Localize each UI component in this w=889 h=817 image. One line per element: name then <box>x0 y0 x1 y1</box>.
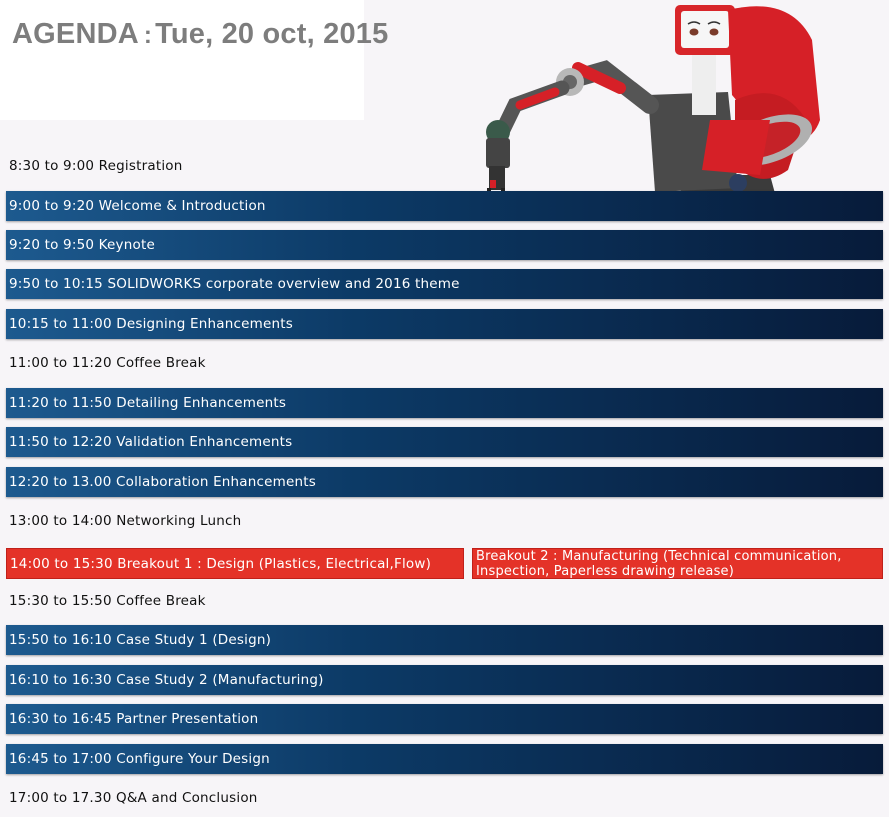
agenda-time: 11:00 to 11:20 <box>9 355 112 371</box>
agenda-title: Partner Presentation <box>116 711 259 727</box>
agenda-time: 9:20 to 9:50 <box>9 237 95 253</box>
agenda-item-partner <box>6 704 883 734</box>
agenda-item-welcome <box>6 191 883 221</box>
agenda-time: 17:00 to 17.30 <box>9 790 112 806</box>
agenda-title: Keynote <box>98 237 155 253</box>
agenda-time: 11:20 to 11:50 <box>9 395 112 411</box>
title-area <box>0 0 389 120</box>
page-title <box>12 18 388 51</box>
title-separator: : <box>143 22 153 49</box>
agenda-item-breakout-1 <box>6 548 464 579</box>
agenda-label: AGENDA <box>12 18 139 50</box>
agenda-item-coffee-break-2 <box>6 586 883 616</box>
agenda-item-case-study-1 <box>6 625 883 655</box>
agenda-item-detailing <box>6 388 883 418</box>
agenda-item-qa <box>6 783 883 813</box>
agenda-item-breakout-2 <box>472 548 883 579</box>
agenda-time: 8:30 to 9:00 <box>9 158 95 174</box>
agenda-title: Case Study 2 (Manufacturing) <box>116 672 324 688</box>
agenda-item-coffee-break <box>6 348 883 378</box>
agenda-item-registration <box>6 151 883 181</box>
agenda-item-lunch <box>6 506 883 536</box>
agenda-time: 16:45 to 17:00 <box>9 751 112 767</box>
agenda-time: 16:30 to 16:45 <box>9 711 112 727</box>
agenda-title: SOLIDWORKS corporate overview and 2016 theme <box>107 276 460 292</box>
agenda-time: 16:10 to 16:30 <box>9 672 112 688</box>
agenda-item-keynote <box>6 230 883 260</box>
agenda-title: Q&A and Conclusion <box>116 790 258 806</box>
robot-arm-illustration <box>470 0 840 220</box>
agenda-title: Designing Enhancements <box>116 316 293 332</box>
agenda-time: 15:50 to 16:10 <box>9 632 112 648</box>
agenda-time: 11:50 to 12:20 <box>9 434 112 450</box>
event-date: Tue, 20 oct, 2015 <box>155 18 389 50</box>
agenda-item-case-study-2 <box>6 665 883 695</box>
agenda-time: 13:00 to 14:00 <box>9 513 112 529</box>
agenda-item-validation <box>6 427 883 457</box>
agenda-title: Configure Your Design <box>116 751 270 767</box>
agenda-title: Detailing Enhancements <box>116 395 287 411</box>
agenda-item-collaboration <box>6 467 883 497</box>
agenda-time: 15:30 to 15:50 <box>9 593 112 609</box>
agenda-time: 9:50 to 10:15 <box>9 276 103 292</box>
agenda-title: Breakout 2 : Manufacturing (Technical communication, Inspection, Paperless drawing release) <box>476 549 842 579</box>
agenda-time: 12:20 to 13.00 <box>9 474 112 490</box>
agenda-title: Case Study 1 (Design) <box>116 632 272 648</box>
agenda-item-configure <box>6 744 883 774</box>
agenda-title: Collaboration Enhancements <box>116 474 317 490</box>
agenda-time: 9:00 to 9:20 <box>9 198 95 214</box>
agenda-title: Validation Enhancements <box>116 434 293 450</box>
agenda-title: Welcome & Introduction <box>98 198 266 214</box>
agenda-time: 10:15 to 11:00 <box>9 316 112 332</box>
agenda-title: Networking Lunch <box>116 513 242 529</box>
agenda-time: 14:00 to 15:30 <box>10 555 113 572</box>
agenda-item-designing <box>6 309 883 339</box>
agenda-title: Coffee Break <box>116 593 206 609</box>
agenda-title: Registration <box>98 158 183 174</box>
agenda-title: Coffee Break <box>116 355 206 371</box>
agenda-item-corporate-overview <box>6 269 883 299</box>
agenda-title: Breakout 1 : Design (Plastics, Electrical,Flow) <box>117 555 432 572</box>
